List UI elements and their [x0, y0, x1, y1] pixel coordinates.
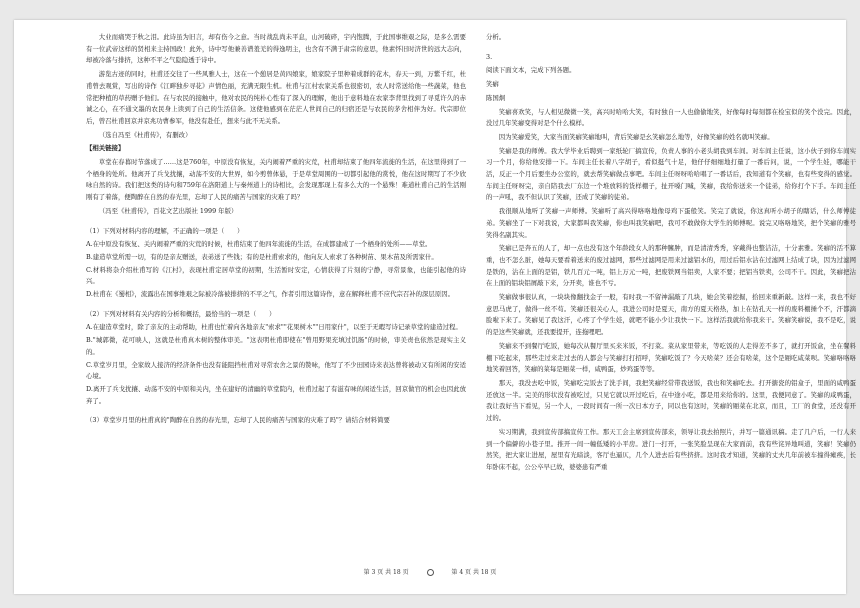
paragraph: 游览古迹的同时，杜甫还交往了一些风雅人士，这在一个憩居是黄四娘家，娘家院子里种着成群的花木，春天一到，万紫千红，杜甫曾去观赏，写出的诗作《江畔独步寻花》声情色丽，充满无限生机。杜甫与江村农家关系也很密切，农人时常送给他一些蔬菜，他也常把种植的草药赠予他们。在与农民的接触中，他对农民的纯朴心性有了深入的理解，他出于意料地在农家李背里找到了寻觅许久的赤诚之心，在不通文墨的农民身上读到了自己的生活信条。这使他感到在茫茫人世间自己的归宿还是与农民的茅舍相伴为好。代宗即位后，曾召杜甫回京并京兆功曹参军，他没有赴任，想来与此不无关系。 [86, 70, 466, 125]
section-number: 3. [486, 52, 493, 61]
story-paragraph: 笑癖是我的师傅。我大学毕业后聘到一家纸轮厂搞宣传，负责人事的小老头胡我到车间。对车间主任说，这小伙子到你车间实习一个月，你给他安排一下。车间主任长着八字胡子，看似挺气十足，他仔仔细细地打量了一番后问，说，一个学生娃，哪能干活，反正一个月后要坐办公室的，就去帮笑癖做点事吧。车间主任呀呀哈哈唱了一番话后，我知道有个笑癖，也有些变得的感觉。车间主任呀呀完，亲自陪我去厂东边一个堆放料的货样棚子，扯开嗓门喊，笑癖，我给你送来一个徒弟，给你打个下手。车间主任的一声吼，我不但认识了笑癖，还成了笑癖的徒弟。 [486, 146, 856, 202]
question-2-option-c: C.草堂岁月里，全家故人接济的经济条件也没有能阻挡杜甫对寻常农舍之景的赞咏，他写了不少田园诗来表达曾将被动又有所闲的安适心境。 [86, 360, 466, 381]
right-column [486, 32, 856, 476]
story-paragraph: 实习期满，我到宣传部搞宣传工作。那天工会主席到宣传部来，领导让我去拍照片，并写一篇通讯稿。走了几户后，一行人来到一个偏僻的小巷子里。推开一间一幢低矮的小平房。进门一打开，一张笑脸呈现在大家面前，我有些诧异地叫道，笑癖！笑癖仍然笑，把大家让进屋，屋里有光暗淡，客厅也逼仄，几个人进去后有些挤挤。这时我才知道，笑癖的丈夫几年前被车撞得瘫痪，长年卧床不起，公公卒早已故，婆婆患有严重 [486, 427, 856, 471]
question-1-option-a: A.在中原没有恢复、关内闹着严重的灾荒的时候，杜甫结束了他四年流徙的生活，在成都建成了一个栖身的处所——草堂。 [86, 240, 432, 249]
story-paragraph: 我很顺从地听了笑癖一声师傅。笑癖听了高兴得咯咯地像母鸡下蛋般笑。笑完了就说，你这真听小胡子的瞎话，什么师傅徒弟。笑癖坐了一下对我说，大家都叫我笑癖，你也叫我笑癖吧，我可不敢做你大学生的师傅呢。说完又咯咯地笑，把个笑癖的雅号笑得名副其实。 [486, 207, 856, 239]
left-column [86, 32, 466, 429]
related-link-source: （冯至《杜甫传》，百花文艺出版社 1999 年版） [98, 206, 238, 215]
question-2-stem: （2）下列对材料有关内容的分析和概括，最恰当的一项是（ ） [86, 309, 276, 318]
question-1-option-d: D.杜甫在《蜀相》，流露出在国事维艰之际被冷落被排挤的不平之气，作者引用这篇诗作，意在解释杜甫不应代宗召补的深层原因。 [86, 290, 454, 299]
carry-over-text: 分析。 [486, 33, 506, 41]
question-3-stem: （3）草堂岁月里的杜甫真的"陶醉在自然的春光里，忘却了人民的痛苦与国家的灾难了吗"？请结合材料简要 [86, 416, 390, 425]
question-1-option-b: B.建造草堂所需一切，有的是亲友赠送，表弟送了些钱；有的是杜甫索求的，他向友人索求了各种树苗、果木苗及所需家什。 [86, 252, 438, 261]
question-2-option-d: D.离开了兵戈扰攘、动荡不安的中原和关内，坐在建好的清幽的草堂院内，杜甫过起了有滋有味的闲适生活，回京做官的机会也因此放弃了。 [86, 384, 466, 405]
left-page-number: 第 3 页 共 18 页 [363, 569, 409, 576]
related-link-text: 草堂在春暮时节落成了……这是760年，中原没有恢复，关内闹着严重的灾荒，杜甫却结束了他四年流徙的生活，在这里得到了一个栖身的处所。他离开了兵戈扰攘，动荡不安的大世界，如今剪曾体悬，于是草堂周围的一切都引起他的赏悦，他在这时期写了不少欣咏自然的诗。我们把这类的诗句和759年在洛阳道上与秦州道上的诗相比，会发现那现上有多么大的一个悬殊！难道杜甫自己的生活刚刚有了着落，便陶醉在自然的春光里，忘却了人民的痛苦与国家的灾难了吗？ [86, 158, 466, 202]
page-footer [0, 567, 860, 576]
related-link-heading: 【相关链接】 [86, 144, 125, 153]
paragraph: 大业而痛哭于秋之泪。此诗虽为旧言，却有伤今之意。当时战乱尚未平息，山河破碎，宇内饱腾，于此国事维艰之际，是多么需要有一位武帝这样的贤相来主持国政！此外，诗中写他兼善谱羞羌的得逸明主，也含有不满于肃宗的意思，他素怀旧时济世的远大志向，却被冷落与排挤，这种不平之气隐隐透于诗中。 [86, 33, 466, 65]
story-paragraph: 那天，我没去吃中饭，笑癖吃完饭去了洗手间，我把笑癖经常带我送饭，我也和笑癖吃去。打开搪瓷的铝盒子，里面的咸鸭蛋还放这一半。完美的形状没有被吃过，只见它就以开过吃后，在中途小吃，都是用来给你的。这里，我便同意了。笑癖的咸鸭蛋，我让我好当下看见，另一个人，一段时间有一所一次日本方子，同以也有这时，笑癖的厢菜在北京，而且，工厂的食堂，还没有开过的。 [486, 378, 856, 423]
question-1-option-c: C.材料将杂介绍杜甫写的《江村》，表现杜甫定居草堂的初期，生活暂时安定，心情获得了片刻的宁静，寻常景象，也能引起他的诗兴。 [86, 265, 466, 286]
document-sheet [14, 20, 856, 594]
story-paragraph: 笑癖已是奔五的人了，却一点也没有这个年龄段女人的那种臃肿，而是清清秀秀，穿戴得也整洁洁，十分素雅。笑癖的活不算重，也不怎么脏，她每天要看着送来的废过滤网，那些过滤网是用来过滤铝水的，用过后铝水沾在过滤网上结成了块，因为过滤网是铁的，沾在上面的是铝，铁几百元一吨，铝上万元一吨，把废铁网当铝卖，人家不要；把铝当铁卖，公司不干。因此，笑癖把沾在上面的铝块铝屑敲下来，分开卖，谁也不亏。 [486, 244, 856, 288]
story-paragraph: 笑癖喜欢笑，与人相见微微一笑，高兴时哈哈大笑，有时独自一人也偷偷地笑，好像每时每刻都在检宝似的笑个没完。因此，没过几年笑癖变得对是个什么模样。 [486, 107, 856, 128]
story-paragraph: 因为笑癖爱笑，大家当面笑癖笑癖地叫，背后笑癖是幺笑癖怎么地等，好像笑癖的姓名就叫笑癖。 [498, 132, 774, 141]
story-author: 陈国炯 [486, 93, 506, 102]
reading-instruction: 阅读下面文本，完成下列各题。 [486, 66, 576, 75]
question-1-stem: （1）下列对材料内容的理解，不正确的一项是（ ） [86, 226, 244, 235]
story-paragraph: 笑癖来不到餐厅吃饭，她每次从餐厅里买来米饭，不打菜。菜从家里带来，等吃饭的人走得差不多了，就打开饭盒，坐在餐料棚下吃起来，那些走过来走过去的人都会与笑癖打打招呼，笑癖吃饭了？今天啥菜？还会有啥菜，这个是厢吃咸菜呗。笑癖咯咯咯地笑着回答，笑癖的菜每是厢菜一样，咸鸭蛋，炒鸡蛋等等。 [486, 341, 856, 374]
story-paragraph: 笑癖做事很认真，一块块像翻找金子一般，有时我一不留神漏敲了几块，她会笑着挖掘，拾回来重新敲。这样一来，我也不好意思马虎了，做得一丝不苟。笑癖还很关心人，我进公司时是夏天，南方的夏天格热，加上在钻孔天一样的废料棚捶个不，汗都滴脸啦下来了。笑癖见了我这汗，心疼了个学生娃，就吧不能小少让我快一下。这样活我就给你我来干。笑癖笑癖说，我不是吃，说的是这些笑癖就，还我要提开，连拖哩吧。 [486, 293, 856, 337]
right-page-number: 第 4 页 共 18 页 [451, 569, 497, 576]
question-2-option-a: A.在建造草堂时，除了亲友的主动帮助，杜甫也忙着向各地亲友"索求""花果树木""日用家什"，以至于无暇写诗记录草堂的建造过程。 [86, 323, 462, 332]
source-citation: （选自冯至《杜甫传》，有删改） [98, 130, 192, 139]
story-title: 笑癖 [486, 80, 499, 89]
circle-icon [427, 569, 434, 576]
question-2-option-b: B."城郭微，花可映人，这就是杜甫真木树的整体审美。"这表明杜甫即使在"曾用野果充填过饥肠"的时候，审美责也依然是现实主义的。 [86, 336, 466, 356]
